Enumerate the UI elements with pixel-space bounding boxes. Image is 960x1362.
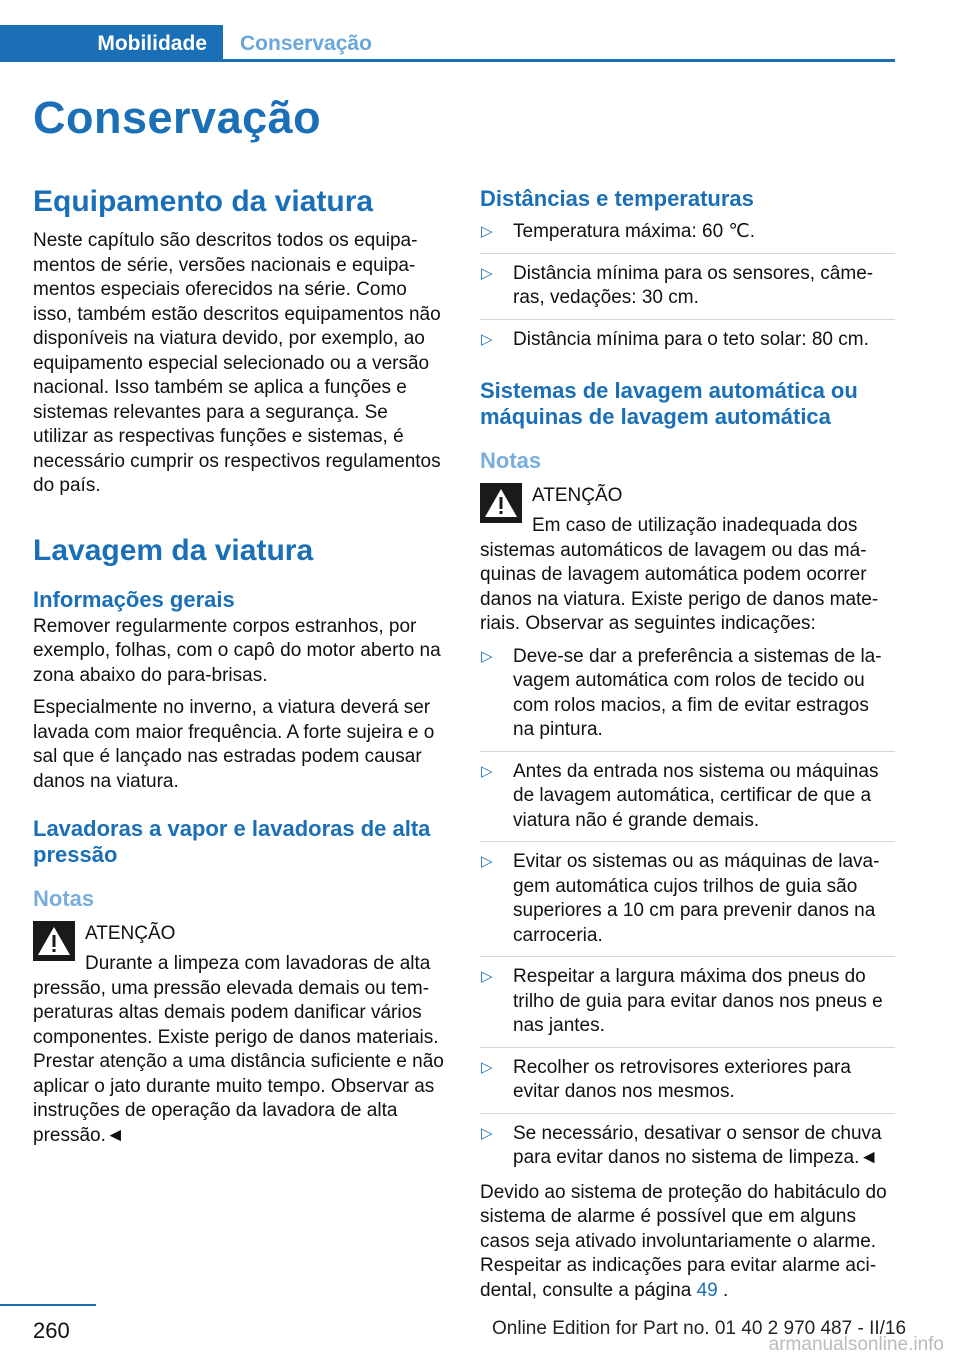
- section-heading-equipamento: Equipamento da viatura: [33, 185, 374, 218]
- warning-block-right: [480, 480, 895, 637]
- warning-text-left: Durante a limpeza com lavadoras de alta pressão, uma pressão elevada demais ou temperaturas altas demais podem danificar vários componentes. Existe perigo de danos materiais. Prestar atenção a uma distância suficiente e não aplicar o jato durante muito tempo. Observar as instruções de operação da lavadora de alta pressão.◄: [33, 953, 444, 1146]
- warning-block-left: [33, 918, 448, 1148]
- page-number: 260: [33, 1318, 70, 1343]
- subheading-distancias: Distâncias e temperaturas: [480, 186, 754, 211]
- list-item: ▷ Se necessário, desativar o sensor de chuva para evitar danos no sistema de limpeza.◄: [481, 1122, 882, 1168]
- triangle-right-icon: ▷: [481, 968, 493, 985]
- washing-precautions-list: [480, 645, 895, 1179]
- subheading-sistemas-lavagem: Sistemas de lavagem automática ou máquinas de lavagem automática: [480, 378, 858, 429]
- notes-heading-left: Notas: [33, 886, 95, 911]
- list-item: ▷ Distância mínima para os sensores, câmeras, vedações: 30 cm.: [480, 262, 895, 320]
- list-item: ▷ Distância mínima para o teto solar: 80 cm.: [480, 328, 895, 361]
- footer-divider: [0, 1304, 96, 1306]
- section-heading-lavagem: Lavagem da viatura: [33, 533, 314, 567]
- header-divider: [223, 59, 895, 62]
- notes-heading-right: Notas: [480, 448, 542, 473]
- page-title: Conservação: [33, 92, 322, 143]
- list-item: ▷ Evitar os sistemas ou as máquinas de lavagem automática cujos trilhos de guia são superiores a 10 cm para prevenir danos na carroceria.: [480, 850, 895, 957]
- page-reference-link[interactable]: 49: [696, 1279, 718, 1301]
- subheading-lavadoras-vapor: Lavadoras a vapor e lavadoras de alta pressão: [33, 816, 431, 867]
- warning-text-right: Em caso de utilização inadequada dos sistemas automáticos de lavagem ou das máquinas de lavagem automática podem ocorrer danos na viatura. Existe perigo de danos materiais. Observar as seguintes indicações:: [480, 515, 879, 634]
- triangle-right-icon: ▷: [481, 264, 493, 282]
- triangle-right-icon: ▷: [481, 1124, 493, 1142]
- left-column: [33, 180, 448, 1156]
- triangle-right-icon: ▷: [481, 762, 493, 780]
- equipamento-paragraph: Neste capítulo são descritos todos os equipamentos de série, versões nacionais e equipamentos especiais oferecidos na série. Como isso, também estão descritos equipamentos não disponíveis na viatura devido, por exemplo, ao equipamento especial selecionado ou a versão nacional. Isso também se aplica a funções e sistemas relevantes para a segurança. Se utilizar as respectivas funções e sistemas, é necessário cumprir os respectivos regulamentos do país.: [33, 230, 441, 496]
- lavagem-paragraph-2: Especialmente no inverno, a viatura deverá ser lavada com maior frequência. A forte sujeira e o sal que é lançado nas estradas podem causar danos na viatura.: [33, 697, 435, 792]
- warning-triangle-icon: [33, 921, 75, 961]
- triangle-right-icon: ▷: [481, 223, 493, 240]
- triangle-right-icon: ▷: [481, 647, 493, 665]
- subheading-informacoes-gerais: Informações gerais: [33, 586, 235, 612]
- list-item: ▷ Antes da entrada nos sistema ou máquinas de lavagem automática, certificar de que a viatura não é grande demais.: [480, 760, 895, 843]
- tab-conservacao[interactable]: Conservação: [240, 31, 372, 55]
- warning-title-right: ATENÇÃO: [532, 485, 623, 506]
- distances-list: [480, 220, 895, 360]
- list-item: ▷ Recolher os retrovisores exteriores para evitar danos nos mesmos.: [480, 1056, 895, 1114]
- tab-mobilidade[interactable]: Mobilidade: [0, 25, 223, 62]
- list-item: ▷ Deve-se dar a preferência a sistemas de lavagem automática com rolos de tecido ou com rolos macios, a fim de evitar estragos na pintura.: [480, 645, 895, 752]
- right-column: [480, 180, 895, 1311]
- warning-title-left: ATENÇÃO: [85, 923, 176, 944]
- warning-triangle-icon: [480, 483, 522, 523]
- list-item: ▷ Temperatura máxima: 60 ℃.: [480, 220, 895, 254]
- triangle-right-icon: ▷: [481, 330, 493, 348]
- watermark: armanualsonline.info: [768, 1334, 944, 1355]
- edition-text: Online Edition for Part no. 01 40 2 970 487 - II/16: [492, 1318, 907, 1339]
- triangle-right-icon: ▷: [481, 853, 493, 870]
- lavagem-paragraph-1: Remover regularmente corpos estranhos, por exemplo, folhas, com o capô do motor aberto na zona abaixo do para-brisas.: [33, 615, 441, 686]
- list-item: ▷ Respeitar a largura máxima dos pneus do trilho de guia para evitar danos nos pneus e nas jantes.: [480, 965, 895, 1048]
- alarm-note-paragraph: Devido ao sistema de proteção do habitáculo do sistema de alarme é possível que em alguns casos seja ativado involuntariamente o alarme. Respeitar as indicações para evitar alarme acidental, consulte a página 49 .: [480, 1181, 887, 1301]
- header-tabs: [0, 0, 895, 62]
- triangle-right-icon: ▷: [481, 1058, 493, 1076]
